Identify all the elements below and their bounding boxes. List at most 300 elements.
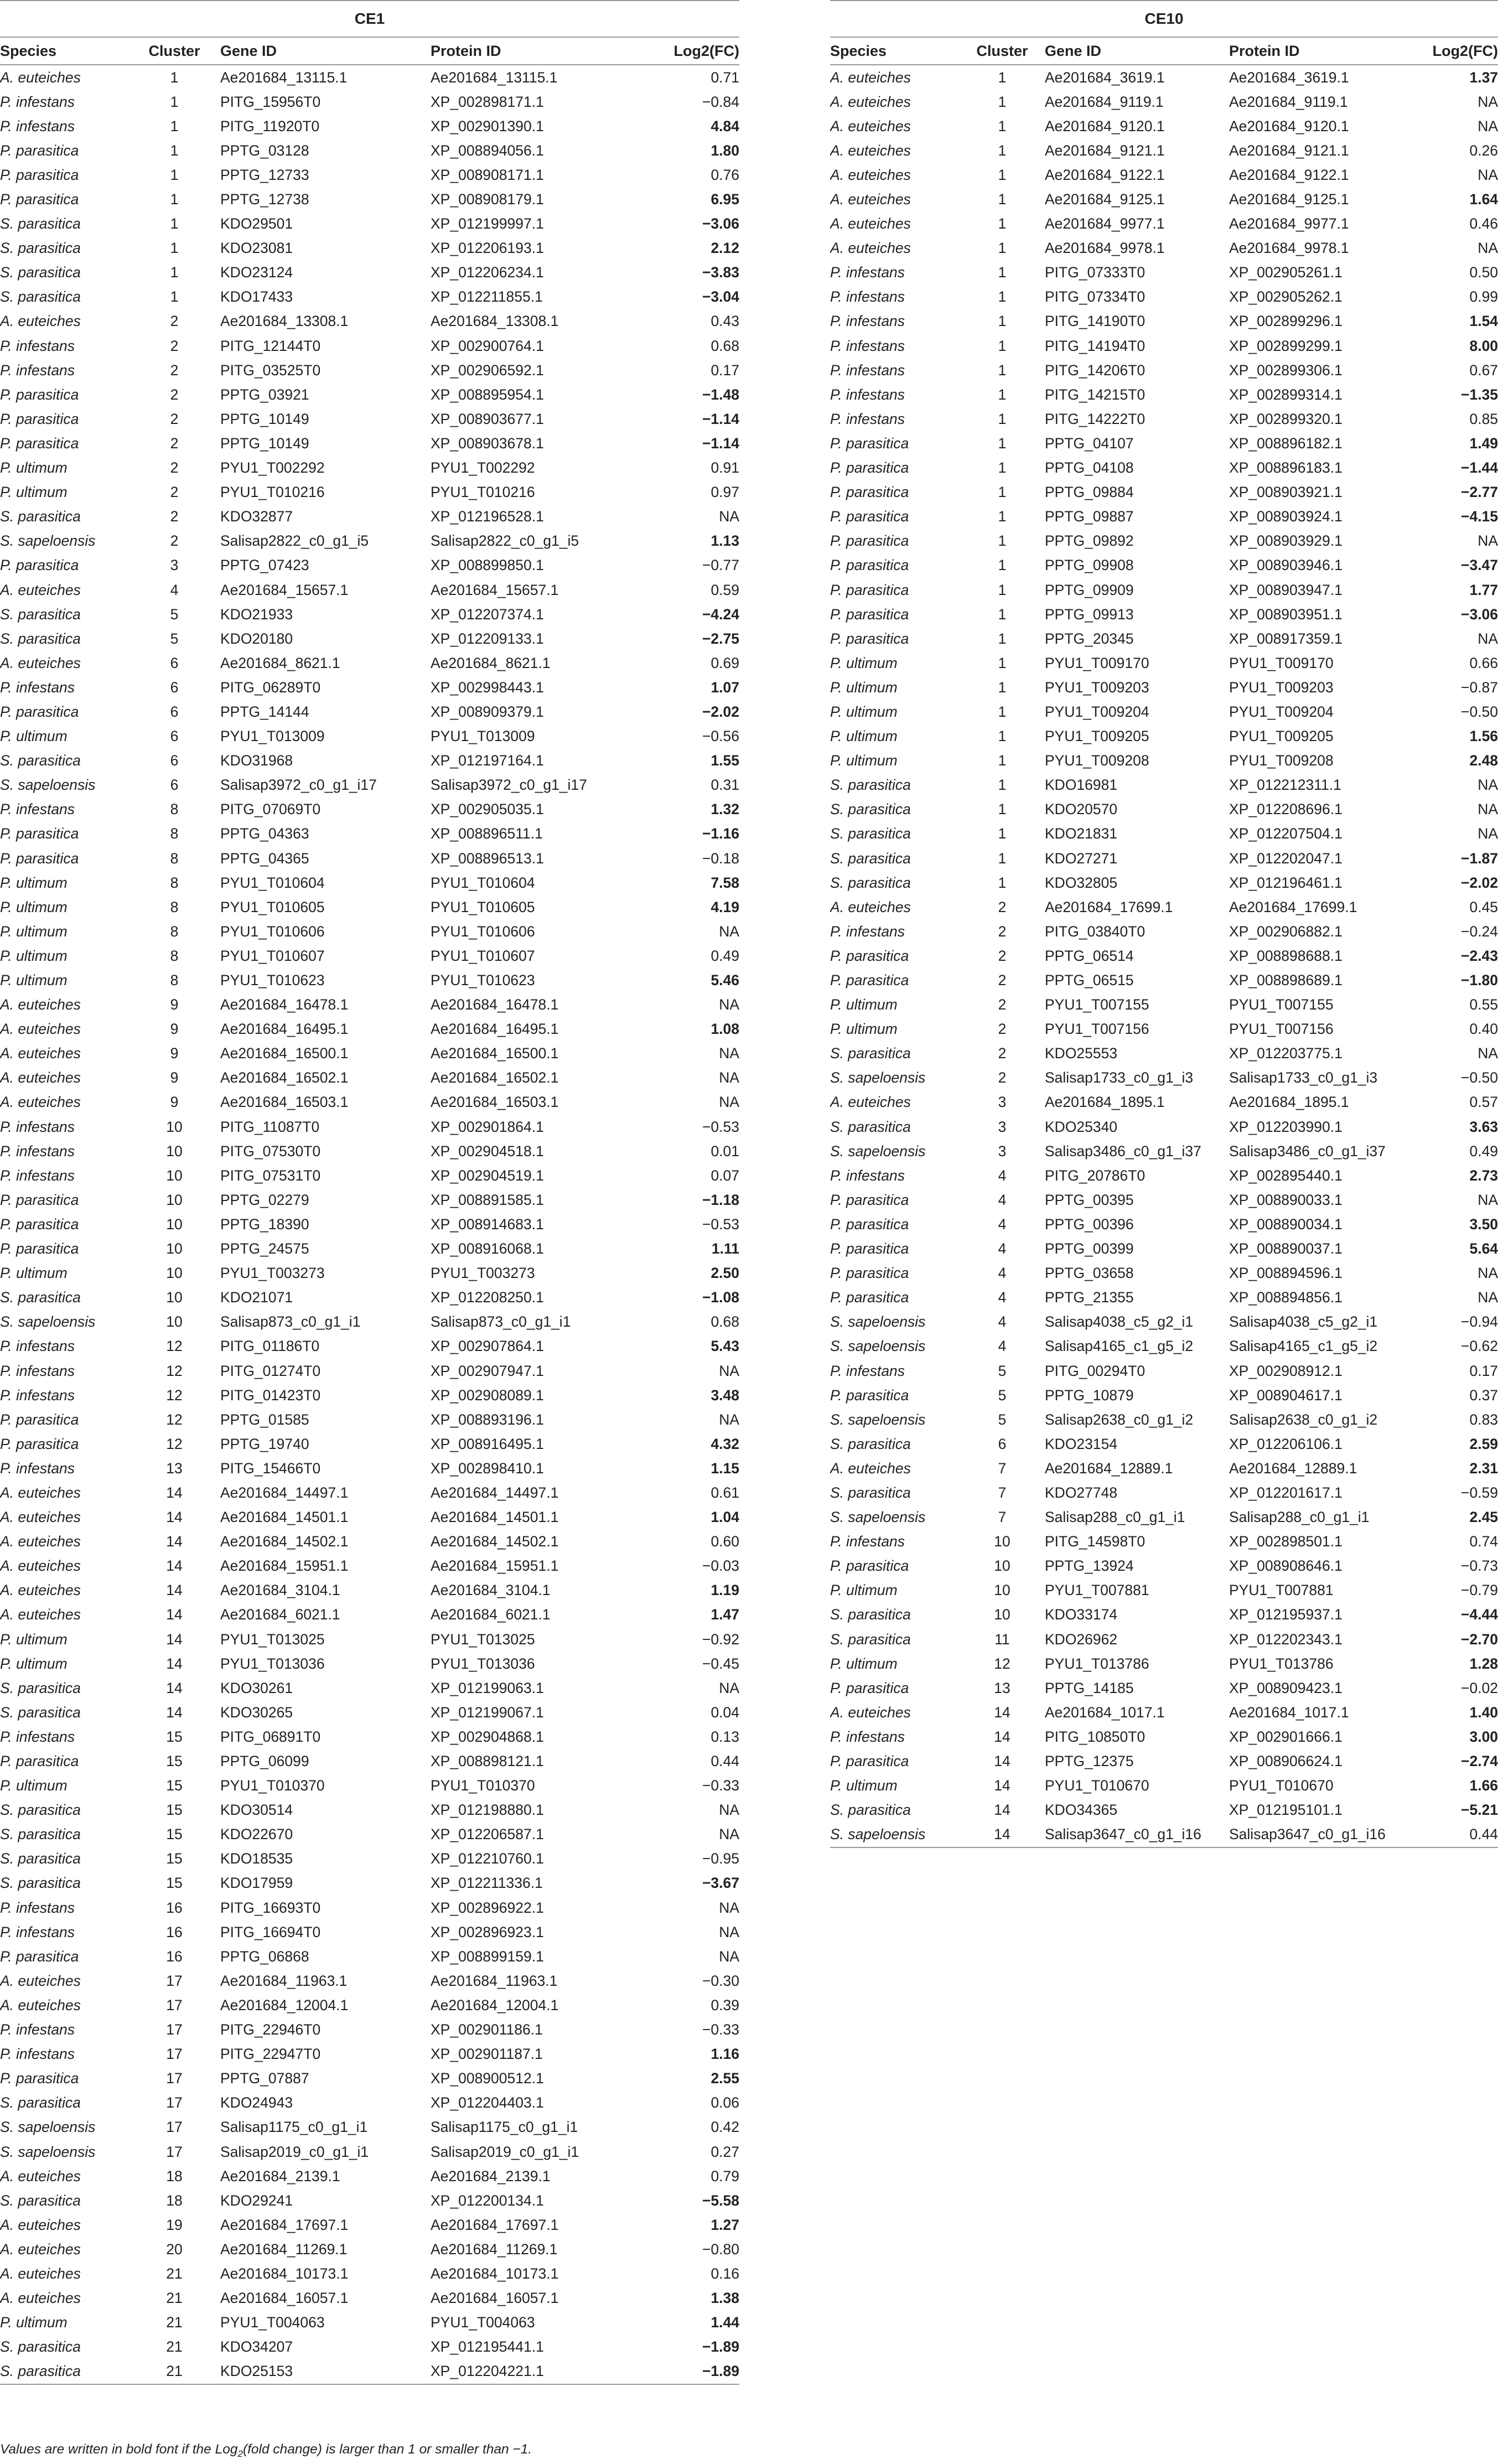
cell-cluster: 12 [166,1435,183,1452]
cell-species: P. ultimum [0,459,68,477]
cell-cluster: 1 [170,288,179,306]
cell-cluster: 1 [998,386,1007,403]
cell-protein-id: Salisap4165_c1_g5_i2 [1229,1338,1378,1355]
cell-protein-id: PYU1_T007881 [1229,1582,1334,1599]
cell-protein-id: XP_012206193.1 [431,240,544,257]
cell-log2fc: 1.13 [711,532,740,550]
table-row [830,1090,1498,1115]
cell-species: P. parasitica [830,947,909,964]
cell-log2fc: −3.06 [702,215,740,232]
cell-log2fc: 1.40 [1469,1704,1498,1721]
cell-log2fc: −0.53 [702,1215,740,1233]
col-header-protein-id: Protein ID [1229,37,1413,65]
cell-species: A. euteiches [0,2216,81,2233]
table-row [0,627,739,651]
cell-protein-id: Salisap1175_c0_g1_i1 [431,2119,578,2136]
cell-gene-id: PYU1_T013009 [220,728,325,745]
cell-log2fc: 0.45 [1469,898,1498,915]
cell-cluster: 18 [166,2192,183,2209]
cell-species: P. infestans [0,801,75,818]
table-row [830,285,1498,309]
cell-protein-id: PYU1_T009170 [1229,654,1334,671]
cell-protein-id: XP_002899314.1 [1229,386,1343,403]
cell-species: P. infestans [0,1338,75,1355]
cell-cluster: 2 [998,898,1007,915]
cell-species: P. parasitica [830,630,909,647]
cell-gene-id: Ae201684_11269.1 [220,2240,348,2258]
cell-log2fc: −0.50 [1460,1069,1498,1086]
table-row [830,529,1498,553]
cell-protein-id: XP_008916495.1 [431,1435,544,1452]
table-row [830,1481,1498,1505]
cell-cluster: 5 [170,605,179,623]
cell-gene-id: PITG_14194T0 [1045,337,1145,354]
cell-gene-id: PITG_14222T0 [1045,410,1145,427]
cell-gene-id: PITG_06891T0 [220,1728,321,1745]
cell-protein-id: XP_002896923.1 [431,1923,544,1940]
table-row [830,822,1498,846]
cell-gene-id: PITG_12144T0 [220,337,321,354]
cell-cluster: 14 [166,1557,183,1575]
cell-gene-id: Ae201684_16500.1 [220,1045,349,1062]
cell-log2fc: NA [719,1069,740,1086]
table-row [0,798,739,822]
cell-gene-id: Ae201684_3619.1 [1045,69,1165,86]
table-row [830,1798,1498,1823]
cell-gene-id: PYU1_T009203 [1045,679,1149,696]
table-row [0,138,739,163]
cell-gene-id: PPTG_12738 [220,191,309,208]
cell-log2fc: 2.48 [1469,752,1498,769]
cell-log2fc: −0.59 [1460,1484,1498,1501]
table-row [0,1042,739,1066]
cell-gene-id: Ae201684_8621.1 [220,654,340,671]
cell-protein-id: PYU1_T010604 [431,874,535,891]
cell-cluster: 13 [166,1459,183,1477]
cell-protein-id: Ae201684_15951.1 [431,1557,559,1575]
cell-log2fc: 1.44 [711,2314,740,2331]
cell-protein-id: Ae201684_8621.1 [431,654,551,671]
cell-log2fc: 1.07 [711,679,740,696]
cell-protein-id: XP_012211855.1 [431,288,543,306]
cell-protein-id: Ae201684_9119.1 [1229,93,1348,110]
table-row [0,2115,739,2140]
table-row [0,2164,739,2188]
cell-cluster: 12 [166,1338,183,1355]
cell-gene-id: PITG_07530T0 [220,1142,321,1159]
cell-protein-id: XP_012200134.1 [431,2192,544,2209]
table-row [0,822,739,846]
cell-species: P. infestans [0,1167,75,1184]
cell-cluster: 8 [170,923,179,940]
cell-cluster: 2 [170,337,179,354]
cell-species: A. euteiches [830,142,911,159]
cell-cluster: 5 [998,1362,1007,1379]
cell-species: S. parasitica [0,1850,81,1867]
cell-gene-id: PITG_14190T0 [1045,313,1145,330]
cell-protein-id: XP_012202343.1 [1229,1630,1343,1648]
table-row [0,114,739,138]
cell-cluster: 6 [170,703,179,720]
cell-protein-id: XP_012206234.1 [431,264,544,281]
cell-log2fc: −1.80 [1460,972,1498,989]
table-row [0,1383,739,1407]
table-row [0,1554,739,1578]
cell-protein-id: XP_012199063.1 [431,1679,544,1696]
table-row [830,431,1498,455]
cell-protein-id: Ae201684_13115.1 [431,69,558,86]
cell-protein-id: Salisap2019_c0_g1_i1 [431,2143,579,2160]
cell-species: P. parasitica [0,191,79,208]
table-row [0,675,739,700]
cell-gene-id: PITG_07333T0 [1045,264,1145,281]
cell-protein-id: XP_012202047.1 [1229,850,1343,867]
cell-species: S. parasitica [830,1630,911,1648]
footnote-text-2: (fold change) is larger than 1 or smaller than −1. [242,2442,532,2457]
table-row [830,1456,1498,1481]
table-row [830,578,1498,602]
cell-gene-id: PITG_11087T0 [220,1118,320,1135]
cell-log2fc: NA [719,923,740,940]
cell-protein-id: Ae201684_13308.1 [431,313,559,330]
cell-gene-id: PYU1_T010605 [220,898,325,915]
cell-gene-id: PPTG_21355 [1045,1289,1134,1306]
cell-log2fc: 1.11 [711,1240,740,1257]
cell-gene-id: Ae201684_15657.1 [220,581,349,598]
cell-log2fc: −0.62 [1460,1338,1498,1355]
cell-gene-id: PYU1_T010607 [220,947,325,964]
col-header-log2fc: Log2(FC) [641,37,739,65]
cell-gene-id: KDO21933 [220,605,293,623]
cell-protein-id: XP_002895440.1 [1229,1167,1343,1184]
cell-cluster: 9 [170,1069,179,1086]
table-row [0,1334,739,1359]
cell-cluster: 1 [170,191,179,208]
cell-log2fc: NA [719,1923,740,1940]
table-row [830,1725,1498,1749]
cell-log2fc: 1.15 [711,1459,740,1477]
table-row [830,651,1498,675]
cell-protein-id: XP_008904617.1 [1229,1386,1343,1404]
cell-gene-id: PPTG_06099 [220,1753,309,1770]
cell-species: P. parasitica [0,2070,79,2087]
col-header-cluster: Cluster [960,37,1045,65]
cell-species: S. parasitica [0,752,81,769]
cell-cluster: 14 [166,1533,183,1550]
cell-species: S. parasitica [0,240,81,257]
cell-protein-id: PYU1_T010607 [431,947,535,964]
cell-gene-id: KDO18535 [220,1850,293,1867]
cell-gene-id: PPTG_18390 [220,1215,309,1233]
table-row [0,1261,739,1286]
cell-species: S. sapeloensis [830,1338,926,1355]
cell-protein-id: XP_008903951.1 [1229,605,1343,623]
cell-species: P. ultimum [0,1630,68,1648]
cell-protein-id: XP_008896511.1 [431,825,543,842]
cell-log2fc: NA [1478,1045,1498,1062]
table-row [830,1774,1498,1798]
table-row [0,919,739,944]
cell-cluster: 1 [170,215,179,232]
table-row [0,553,739,578]
cell-gene-id: PYU1_T010623 [220,972,325,989]
cell-cluster: 4 [998,1313,1007,1331]
cell-log2fc: 0.61 [711,1484,740,1501]
cell-cluster: 6 [170,728,179,745]
table-row [830,1823,1498,1847]
cell-species: P. infestans [830,264,905,281]
cell-protein-id: XP_002901390.1 [431,117,544,134]
cell-protein-id: Ae201684_15657.1 [431,581,559,598]
cell-log2fc: −1.08 [702,1289,740,1306]
table-row [0,1700,739,1725]
cell-log2fc: −1.89 [641,2359,739,2384]
cell-gene-id: PYU1_T007881 [1045,1582,1149,1599]
cell-species: P. parasitica [0,142,79,159]
table-row [830,846,1498,871]
cell-cluster: 8 [170,850,179,867]
cell-species: A. euteiches [830,93,911,110]
cell-log2fc: 5.46 [711,972,740,989]
table-row [0,1286,739,1310]
cell-protein-id: XP_008906624.1 [1229,1753,1343,1770]
cell-log2fc: 1.19 [711,1582,740,1599]
cell-cluster: 15 [166,1826,183,1843]
cell-cluster: 16 [166,1948,183,1965]
cell-species: S. parasitica [830,825,911,842]
cell-protein-id: PYU1_T013786 [1229,1655,1334,1672]
cell-species: P. ultimum [0,947,68,964]
table-row [0,1993,739,2017]
table-row [830,1383,1498,1407]
cell-species: P. infestans [0,93,75,110]
cell-gene-id: PYU1_T009204 [1045,703,1149,720]
cell-cluster: 10 [166,1289,183,1306]
cell-species: S. parasitica [830,1802,911,1819]
table-row [0,1823,739,1847]
table-row [0,212,739,236]
cell-gene-id: Salisap1733_c0_g1_i3 [1045,1069,1194,1086]
table-row [0,65,739,90]
cell-species: P. parasitica [0,410,79,427]
cell-gene-id: PPTG_04107 [1045,434,1134,452]
cell-protein-id: Ae201684_1895.1 [1229,1094,1349,1111]
cell-protein-id: XP_008909379.1 [431,703,544,720]
cell-gene-id: PITG_16693T0 [220,1899,321,1916]
cell-gene-id: Ae201684_2139.1 [220,2167,340,2185]
cell-gene-id: PITG_16694T0 [220,1923,321,1940]
cell-protein-id: PYU1_T010623 [431,972,535,989]
cell-log2fc: −2.75 [702,630,740,647]
cell-gene-id: Ae201684_9119.1 [1045,93,1164,110]
table-row [0,1725,739,1749]
cell-species: P. infestans [830,410,905,427]
cell-protein-id: PYU1_T010670 [1229,1777,1334,1794]
cell-log2fc: 4.32 [711,1435,740,1452]
cell-gene-id: KDO17959 [220,1875,293,1892]
cell-protein-id: XP_008903946.1 [1229,557,1343,574]
cell-protein-id: PYU1_T010606 [431,923,535,940]
cell-cluster: 3 [998,1094,1007,1111]
table-row [0,2091,739,2115]
cell-gene-id: PYU1_T003273 [220,1265,325,1282]
cell-species: P. ultimum [0,1777,68,1794]
table-row [830,919,1498,944]
cell-log2fc: 2.55 [711,2070,740,2087]
cell-cluster: 1 [998,337,1007,354]
cell-cluster: 1 [170,117,179,134]
cell-gene-id: KDO33174 [1045,1606,1118,1623]
cell-species: P. ultimum [830,1582,898,1599]
cell-gene-id: Ae201684_9120.1 [1045,117,1165,134]
cell-protein-id: XP_012201617.1 [1229,1484,1343,1501]
cell-species: P. infestans [0,2021,75,2038]
table-row [830,1578,1498,1603]
cell-log2fc: 4.84 [711,117,740,134]
cell-cluster: 1 [998,557,1007,574]
cell-log2fc: 1.77 [1469,581,1498,598]
cell-species: P. ultimum [830,703,898,720]
cell-cluster: 2 [170,410,179,427]
cell-gene-id: PYU1_T002292 [220,459,325,477]
cell-cluster: 14 [994,1753,1010,1770]
cell-protein-id: XP_008890037.1 [1229,1240,1343,1257]
cell-cluster: 19 [166,2216,183,2233]
table-row [830,1676,1498,1700]
cell-log2fc: 0.42 [711,2119,740,2136]
cell-species: P. parasitica [0,386,79,403]
cell-gene-id: PYU1_T010670 [1045,1777,1149,1794]
cell-protein-id: XP_002898501.1 [1229,1533,1343,1550]
ce10-title: CE10 [830,1,1498,37]
cell-protein-id: Ae201684_16502.1 [431,1069,559,1086]
cell-cluster: 1 [170,142,179,159]
cell-log2fc: −0.79 [1460,1582,1498,1599]
cell-cluster: 8 [170,898,179,915]
cell-protein-id: XP_008891585.1 [431,1191,544,1208]
cell-log2fc: 0.99 [1469,288,1498,306]
cell-gene-id: KDO26962 [1045,1630,1118,1648]
cell-log2fc: NA [719,1679,740,1696]
cell-cluster: 1 [998,508,1007,525]
cell-gene-id: PYU1_T013786 [1045,1655,1149,1672]
cell-species: P. infestans [830,1362,905,1379]
cell-gene-id: KDO31968 [220,752,293,769]
cell-cluster: 17 [166,1996,183,2013]
cell-cluster: 1 [998,166,1007,183]
table-row [0,1774,739,1798]
ce1-table [0,0,739,2385]
cell-cluster: 15 [166,1802,183,1819]
cell-log2fc: −4.24 [702,605,740,623]
cell-protein-id: Ae201684_16500.1 [431,1045,559,1062]
cell-protein-id: XP_008903678.1 [431,434,544,452]
cell-gene-id: PPTG_06868 [220,1948,309,1965]
cell-cluster: 10 [166,1265,183,1282]
cell-log2fc: 1.49 [1469,434,1498,452]
cell-log2fc: −0.77 [702,557,740,574]
cell-species: P. parasitica [830,1386,909,1404]
cell-cluster: 7 [998,1484,1007,1501]
cell-protein-id: Ae201684_11269.1 [431,2240,558,2258]
cell-protein-id: XP_012207504.1 [1229,825,1343,842]
cell-gene-id: Salisap4165_c1_g5_i2 [1045,1338,1194,1355]
cell-log2fc: −0.92 [702,1630,740,1648]
cell-gene-id: PYU1_T010606 [220,923,325,940]
cell-cluster: 15 [166,1850,183,1867]
cell-species: A. euteiches [0,2240,81,2258]
cell-species: S. parasitica [830,777,911,794]
cell-species: P. ultimum [0,728,68,745]
table-row [0,456,739,480]
cell-protein-id: XP_002906882.1 [1229,923,1343,940]
cell-species: S. sapeloensis [830,1411,926,1428]
cell-protein-id: PYU1_T010605 [431,898,535,915]
cell-log2fc: 0.17 [711,361,740,379]
table-row [0,480,739,505]
cell-gene-id: PITG_14598T0 [1045,1533,1145,1550]
cell-species: P. infestans [0,1728,75,1745]
cell-gene-id: KDO20180 [220,630,293,647]
table-row [0,382,739,407]
cell-protein-id: XP_012195101.1 [1229,1802,1343,1819]
cell-cluster: 1 [998,728,1007,745]
table-row [0,334,739,358]
cell-cluster: 1 [998,850,1007,867]
cell-log2fc: NA [719,996,740,1013]
cell-gene-id: PITG_03840T0 [1045,923,1145,940]
cell-gene-id: Salisap3647_c0_g1_i16 [1045,1823,1229,1847]
cell-cluster: 16 [166,1899,183,1916]
cell-protein-id: XP_008903929.1 [1229,532,1343,550]
cell-protein-id: PYU1_T007156 [1229,1021,1334,1038]
cell-species: P. ultimum [830,1021,898,1038]
cell-gene-id: PPTG_09892 [1045,532,1134,550]
cell-species: P. ultimum [830,654,898,671]
cell-log2fc: NA [1478,801,1498,818]
cell-log2fc: −0.87 [1460,679,1498,696]
cell-log2fc: −1.44 [1460,459,1498,477]
cell-protein-id: XP_008898689.1 [1229,972,1343,989]
cell-species: P. parasitica [830,1289,909,1306]
cell-protein-id: PYU1_T010370 [431,1777,535,1794]
cell-log2fc: −0.50 [1460,703,1498,720]
table-row [0,2286,739,2311]
cell-gene-id: PPTG_03921 [220,386,309,403]
cell-protein-id: PYU1_T010216 [431,484,535,501]
footnote-text-1: Values are written in bold font if the Log [0,2442,238,2457]
cell-log2fc: NA [1478,630,1498,647]
cell-species: P. parasitica [0,557,79,574]
cell-protein-id: XP_008916068.1 [431,1240,544,1257]
cell-log2fc: NA [719,1948,740,1965]
cell-protein-id: XP_008894056.1 [431,142,544,159]
cell-cluster: 12 [166,1362,183,1379]
table-row [0,1212,739,1236]
cell-protein-id: PYU1_T013009 [431,728,535,745]
table-row [830,895,1498,919]
table-row [830,334,1498,358]
cell-species: S. parasitica [0,2192,81,2209]
cell-species: A. euteiches [0,1533,81,1550]
cell-cluster: 4 [998,1289,1007,1306]
cell-gene-id: KDO23124 [220,264,293,281]
cell-protein-id: XP_012208696.1 [1229,801,1343,818]
cell-species: A. euteiches [0,1972,81,1989]
table-row [830,1432,1498,1456]
cell-protein-id: XP_012208250.1 [431,1289,544,1306]
cell-gene-id: Ae201684_16057.1 [220,2290,349,2307]
